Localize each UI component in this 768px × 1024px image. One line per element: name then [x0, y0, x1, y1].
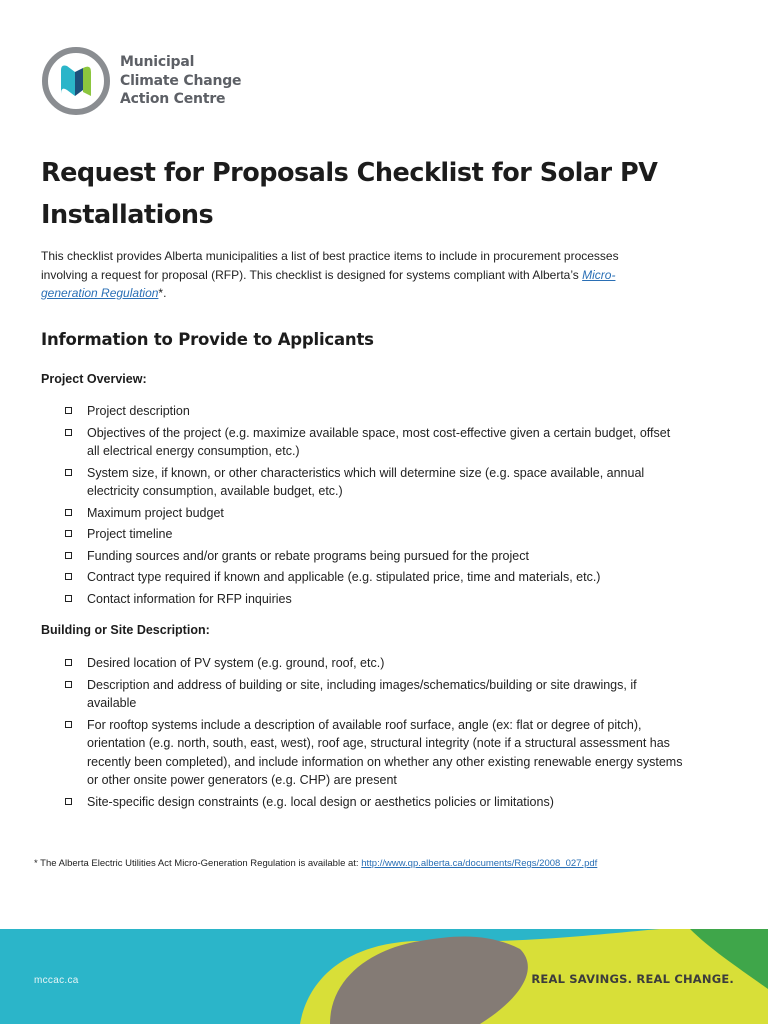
checklist-item — [64, 464, 684, 501]
footer-tagline: REAL SAVINGS. REAL CHANGE. — [531, 972, 734, 986]
footnote — [34, 857, 734, 871]
checkbox[interactable] — [65, 469, 72, 476]
checklist-item-text: System size, if known, or other characteristics which will determine size (e.g. space available, annual electricity consumption, available budget, etc.) — [87, 465, 645, 498]
org-name-line: Action Centre — [120, 91, 226, 107]
footer-band — [0, 929, 768, 1024]
checklist-item — [64, 402, 684, 421]
checklist-item-text: Funding sources and/or grants or rebate programs being pursued for the project — [87, 548, 529, 563]
checkbox[interactable] — [65, 798, 72, 805]
checkbox[interactable] — [65, 595, 72, 602]
checklist-item — [64, 424, 684, 461]
footer-url: mccac.ca — [34, 975, 79, 986]
footnote-text: The Alberta Electric Utilities Act Micro-Generation Regulation is available at: — [37, 858, 362, 869]
checklist-item — [64, 568, 684, 587]
checklist-item-text: Project timeline — [87, 527, 173, 541]
checkbox[interactable] — [65, 407, 72, 414]
checkbox[interactable] — [65, 721, 72, 728]
checkbox[interactable] — [65, 573, 72, 580]
project-overview-heading: Project Overview: — [41, 372, 147, 386]
checklist-item — [64, 504, 684, 523]
mccac-logo — [41, 46, 111, 116]
checkbox[interactable] — [65, 429, 72, 436]
checkbox[interactable] — [65, 552, 72, 559]
checklist-item-text: Site-specific design constraints (e.g. local design or aesthetics policies or limitations) — [87, 794, 554, 809]
checklist-item-text: For rooftop systems include a description of available roof surface, angle (ex: flat or degree of pitch), orientation (e.g. north, south, east, west), roof age, structural integrity (note if a structural assessment has recently been completed), and include information on whether any other existing renewable energy systems or other onsite power generators (e.g. CHP) are present — [87, 717, 683, 787]
checklist-item-text: Desired location of PV system (e.g. ground, roof, etc.) — [87, 656, 385, 670]
checklist-item — [64, 654, 684, 673]
org-name-line: Municipal — [120, 54, 195, 70]
checklist-item-text: Maximum project budget — [87, 505, 224, 520]
checkbox[interactable] — [65, 509, 72, 516]
checklist-item — [64, 525, 684, 544]
checklist-item — [64, 547, 684, 566]
checklist-item-text: Description and address of building or site, including images/schematics/building or site drawings, if available — [87, 677, 637, 710]
building-site-checklist — [64, 654, 684, 811]
checkbox[interactable] — [65, 659, 72, 666]
checklist-item-text: Project description — [87, 404, 190, 418]
footnote-marker: * — [34, 858, 38, 869]
checkbox[interactable] — [65, 530, 72, 537]
micro-generation-regulation-link[interactable]: Micro-generation Regulation — [41, 267, 616, 300]
intro-paragraph — [41, 247, 641, 303]
section-heading: Information to Provide to Applicants — [41, 330, 374, 349]
regulation-url-link[interactable]: http://www.qp.alberta.ca/documents/Regs/2008_027.pdf — [361, 858, 598, 869]
building-site-heading: Building or Site Description: — [41, 623, 210, 637]
checklist-item — [64, 676, 684, 713]
document-title: Request for Proposals Checklist for Solar PV Installations — [41, 158, 658, 230]
org-name-line: Climate Change — [120, 72, 242, 89]
checklist-item-text: Contact information for RFP inquiries — [87, 591, 292, 606]
checkbox[interactable] — [65, 681, 72, 688]
checklist-item-text: Contract type required if known and applicable (e.g. stipulated price, time and materials, etc.) — [87, 570, 601, 584]
project-overview-checklist — [64, 402, 684, 608]
checklist-item — [64, 793, 684, 812]
checklist-item — [64, 590, 684, 609]
checklist-item — [64, 716, 684, 790]
mccac-logo-icon — [41, 46, 111, 116]
intro-text: This checklist provides Alberta municipalities a list of best practice items to include in procurement processes involving a request for proposal (RFP). This checklist is designed for systems compliant with Alberta’s — [41, 249, 619, 282]
org-name — [120, 53, 241, 109]
checklist-item-text: Objectives of the project (e.g. maximize available space, most cost-effective given a certain budget, offset all electrical energy consumption, etc.) — [87, 425, 671, 458]
intro-text-end: *. — [158, 286, 167, 300]
